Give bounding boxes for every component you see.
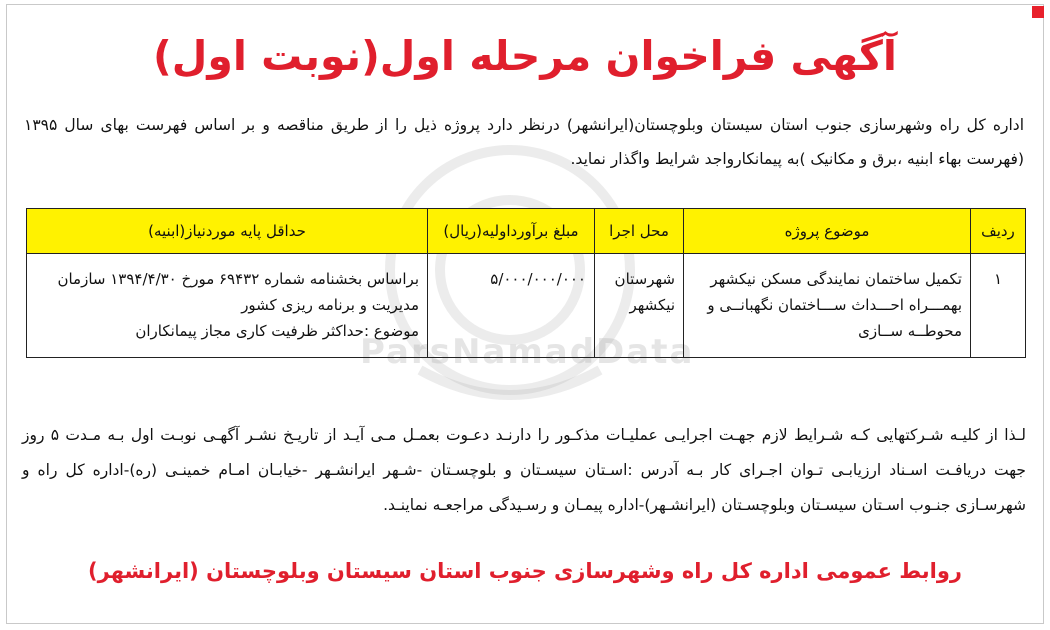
table-header-row	[27, 209, 1026, 254]
cell-estimate: ۵/۰۰۰/۰۰۰/۰۰۰	[428, 254, 595, 358]
closing-paragraph: لـذا از کلیـه شـرکتهایی کـه شـرایط لازم جهـت اجرایـی عملیـات مذکـور را دارنـد دعـوت بعمـل مـی آیـد از تاریـخ نشـر آگهـی نوبـت اول بـه مـدت ۵ روز جهت دریافـت اسـناد ارزیابـی تـوان اجـرای کار بـه آدرس :اسـتان سیسـتان و بلوچسـتان -شـهر ایرانشـهر -خیابـان امـام خمینـی (ره)-اداره کل راه و شهرسـازی جنـوب اسـتان سیسـتان وبلوچسـتان (ایرانشـهر)-اداره پیمـان و رسـیدگی مراجعـه نماینـد.	[22, 426, 1026, 514]
header-location: محل اجرا	[595, 209, 684, 254]
corner-mark	[1032, 6, 1044, 18]
rank-line-2: مدیریت و برنامه ریزی کشور	[241, 296, 419, 314]
header-subject: موضوع پروژه	[684, 209, 971, 254]
cell-subject: تکمیل ساختمان نمایندگی مسکن نیکشهر بهمـــراه احـــداث ســـاختمان نگهبانــی و محوطــه ســازی	[684, 254, 971, 358]
header-estimate: مبلغ برآورداولیه(ریال)	[428, 209, 595, 254]
cell-location: شهرستان نیکشهر	[595, 254, 684, 358]
intro-paragraph: اداره کل راه وشهرسازی جنوب استان سیستان وبلوچستان(ایرانشهر) درنظر دارد پروژه ذیل را از طریق مناقصه و بر اساس فهرست بهای سال ۱۳۹۵ (فهرست بهاء ابنیه ،برق و مکانیک )به پیمانکارواجد شرایط واگذار نماید.	[24, 116, 1024, 168]
cell-row-number: ۱	[971, 254, 1026, 358]
rank-line-3: موضوع :حداکثر ظرفیت کاری مجاز پیمانکاران	[135, 322, 419, 340]
projects-table	[26, 208, 1026, 358]
table-row	[27, 254, 1026, 358]
cell-required-rank	[27, 254, 428, 358]
footer-signature: روابط عمومی اداره کل راه وشهرسازی جنوب استان سیستان وبلوچستان (ایرانشهر)	[88, 559, 962, 583]
watermark-text: ParsNamadData	[360, 332, 695, 372]
header-required-rank: حداقل پایه موردنیاز(ابنیه)	[27, 209, 428, 254]
ad-title: آگهی فراخوان مرحله اول(نوبت اول)	[153, 32, 897, 80]
rank-line-1: براساس بخشنامه شماره ۶۹۴۳۲ مورخ ۱۳۹۴/۴/۳۰ سازمان	[57, 270, 419, 288]
header-row-number: ردیف	[971, 209, 1026, 254]
